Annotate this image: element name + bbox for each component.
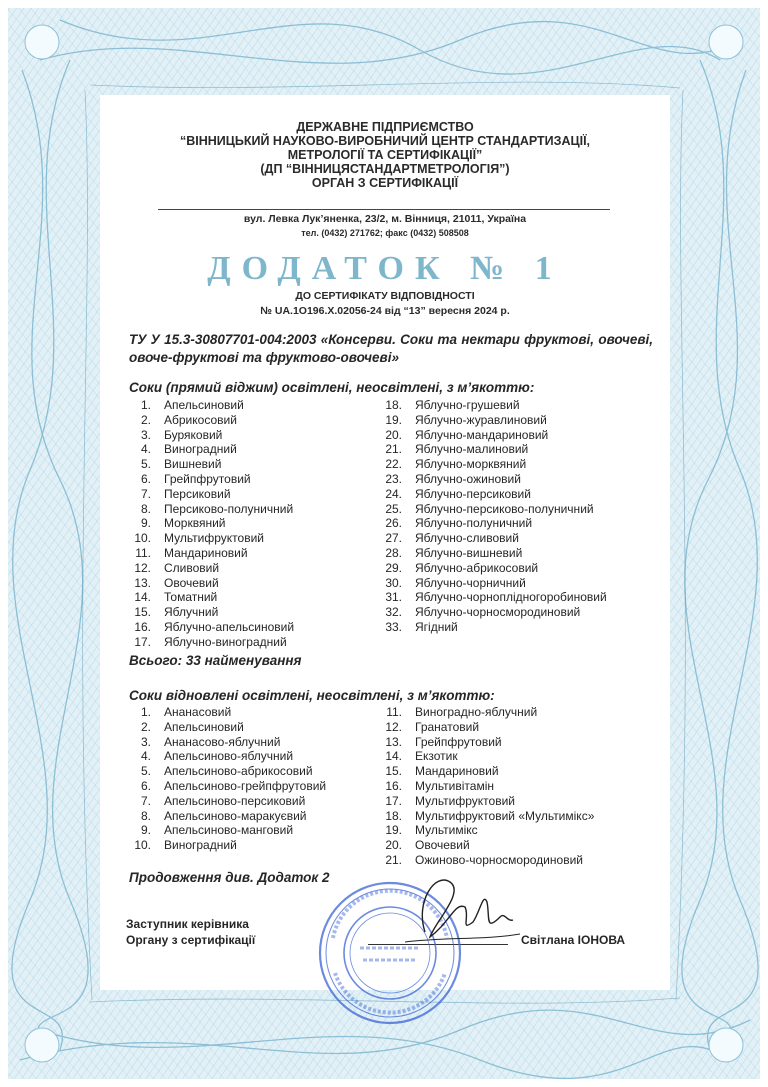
item-name: Яблучно-вишневий (415, 545, 523, 560)
position-line: Органу з сертифікації (126, 932, 256, 947)
item-number: 32. (385, 605, 402, 620)
list-item (380, 413, 607, 428)
handwritten-signature (395, 862, 525, 952)
item-number: 18. (385, 398, 402, 412)
header-divider (158, 209, 610, 210)
item-number: 25. (385, 501, 402, 516)
item-number: 13. (134, 575, 151, 590)
item-number: 15. (385, 764, 402, 779)
item-number: 20. (385, 427, 402, 442)
list-item (129, 546, 294, 561)
item-number: 14. (385, 749, 402, 764)
list-item (380, 838, 594, 853)
item-number: 28. (385, 545, 402, 560)
item-number: 11. (135, 545, 151, 560)
item-number: 4. (140, 442, 151, 457)
item-number: 3. (140, 427, 151, 442)
item-number: 29. (385, 560, 402, 575)
item-name: Екзотик (415, 749, 458, 764)
item-name: Вишневий (164, 457, 222, 472)
list-item (380, 794, 594, 809)
item-name: Виноградно-яблучний (415, 705, 538, 719)
item-number: 30. (385, 575, 402, 590)
signatory-position (126, 917, 255, 948)
list-item (129, 413, 294, 428)
item-number: 6. (140, 471, 151, 486)
list-item (380, 428, 607, 443)
item-number: 23. (385, 471, 402, 486)
list-item (129, 635, 294, 650)
item-number: 31. (385, 590, 402, 605)
item-number: 26. (385, 516, 402, 531)
item-name: Яблучно-чорноплідногоробиновий (415, 590, 607, 605)
item-number: 13. (385, 734, 402, 749)
continuation-note: Продовження див. Додаток 2 (129, 870, 330, 885)
item-number: 6. (140, 778, 151, 793)
item-number: 11. (386, 705, 402, 719)
item-name: Апельсиново-маракуєвий (164, 808, 307, 823)
list-item (380, 472, 607, 487)
list-item (129, 605, 294, 620)
section2-heading: Соки відновлені освітлені, неосвітлені, з м’якоттю: (129, 688, 495, 703)
list-item (129, 779, 326, 794)
item-name: Яблучно-грушевий (415, 398, 520, 412)
item-number: 2. (140, 719, 151, 734)
list-item (380, 442, 607, 457)
item-name: Ожиново-чорносмородиновий (415, 852, 583, 867)
item-number: 12. (134, 560, 151, 575)
list-item (380, 823, 594, 838)
item-name: Яблучно-мандариновий (415, 427, 549, 442)
list-item (380, 809, 594, 824)
item-number: 19. (385, 412, 402, 427)
section2-list-left (129, 705, 326, 853)
item-number: 16. (134, 619, 151, 634)
list-item (129, 809, 326, 824)
item-number: 14. (134, 590, 151, 605)
item-number: 10. (134, 531, 151, 546)
item-number: 33. (385, 619, 402, 634)
item-name: Сливовий (164, 560, 220, 575)
item-name: Яблучно-полуничний (415, 516, 533, 531)
standard-reference: ТУ У 15.3-30807701-004:2003 «Консерви. Соки та нектари фруктові, овочеві, овоче-фруктові та фруктово-овочеві» (129, 332, 653, 365)
list-item (129, 576, 294, 591)
item-number: 9. (140, 823, 151, 838)
item-name: Яблучно-чорносмородиновий (415, 605, 581, 620)
item-name: Мультифруктовий «Мультимікс» (415, 808, 595, 823)
list-item (129, 749, 326, 764)
item-name: Яблучно-персиково-полуничний (415, 501, 594, 516)
certificate-subtitle: ДО СЕРТИФІКАТУ ВІДПОВІДНОСТІ (295, 290, 475, 302)
list-item (380, 576, 607, 591)
item-name: Виноградний (164, 442, 237, 457)
list-item (380, 502, 607, 517)
item-name: Морквяний (164, 516, 226, 531)
list-item (129, 794, 326, 809)
list-item (129, 823, 326, 838)
item-number: 5. (140, 457, 151, 472)
item-name: Апельсиново-абрикосовий (164, 764, 313, 779)
list-item (129, 590, 294, 605)
list-item (380, 561, 607, 576)
item-name: Яблучно-апельсиновий (164, 619, 295, 634)
item-number: 10. (134, 838, 151, 853)
item-name: Апельсиновий (164, 398, 244, 412)
item-name: Яблучно-журавлиновий (415, 412, 547, 427)
item-number: 7. (140, 793, 151, 808)
list-item (380, 531, 607, 546)
item-number: 4. (140, 749, 151, 764)
item-name: Яблучно-персиковий (415, 486, 531, 501)
org-line: (ДП “ВІННИЦЯСТАНДАРТМЕТРОЛОГІЯ”) (260, 162, 510, 176)
list-item (380, 457, 607, 472)
item-name: Овочевий (415, 838, 470, 853)
item-name: Грейпфрутовий (415, 734, 502, 749)
item-number: 15. (134, 605, 151, 620)
item-name: Мандариновий (415, 764, 499, 779)
item-number: 12. (385, 719, 402, 734)
item-name: Абрикосовий (164, 412, 237, 427)
item-number: 21. (385, 852, 402, 867)
item-name: Мультифруктовий (164, 531, 264, 546)
list-item (129, 620, 294, 635)
item-number: 16. (385, 778, 402, 793)
list-item (380, 590, 607, 605)
item-name: Яблучний (164, 605, 219, 620)
item-number: 3. (140, 734, 151, 749)
list-item (129, 398, 294, 413)
item-name: Яблучно-ожиновий (415, 471, 521, 486)
list-item (129, 561, 294, 576)
org-line: ДЕРЖАВНЕ ПІДПРИЄМСТВО (296, 120, 474, 134)
list-item (129, 457, 294, 472)
item-name: Апельсиново-манговий (164, 823, 294, 838)
item-name: Мандариновий (164, 545, 248, 560)
list-item (129, 735, 326, 750)
certificate-number: № UA.1O196.X.02056-24 від “13” вересня 2024 р. (260, 305, 510, 317)
item-number: 1. (140, 398, 151, 412)
item-number: 17. (134, 634, 151, 649)
list-item (380, 398, 607, 413)
section1-list-right (380, 398, 607, 635)
item-name: Апельсиновий (164, 719, 244, 734)
list-item (129, 442, 294, 457)
item-name: Яблучно-морквяний (415, 457, 527, 472)
item-number: 20. (385, 838, 402, 853)
item-name: Персиково-полуничний (164, 501, 294, 516)
item-name: Виноградний (164, 838, 237, 853)
item-name: Яблучно-абрикосовий (415, 560, 539, 575)
item-name: Мультифруктовий (415, 793, 515, 808)
item-name: Яблучно-сливовий (415, 531, 519, 546)
item-name: Яблучно-чорничний (415, 575, 526, 590)
section2-list-right (380, 705, 594, 868)
item-number: 9. (140, 516, 151, 531)
org-line: ОРГАН З СЕРТИФІКАЦІЇ (311, 176, 459, 190)
list-item (129, 502, 294, 517)
item-name: Яблучно-виноградний (164, 634, 287, 649)
item-name: Апельсиново-яблучний (164, 749, 294, 764)
item-number: 8. (140, 501, 151, 516)
item-name: Грейпфрутовий (164, 471, 251, 486)
org-line: МЕТРОЛОГІЇ ТА СЕРТИФІКАЦІЇ” (287, 148, 483, 162)
item-number: 5. (140, 764, 151, 779)
item-name: Ананасовий (164, 705, 232, 719)
list-item (380, 779, 594, 794)
list-item (380, 516, 607, 531)
item-name: Апельсиново-персиковий (164, 793, 306, 808)
list-item (380, 546, 607, 561)
item-name: Персиковий (164, 486, 231, 501)
section1-heading: Соки (прямий віджим) освітлені, неосвітлені, з м’якоттю: (129, 380, 535, 395)
item-number: 7. (140, 486, 151, 501)
item-name: Мультимікс (415, 823, 478, 838)
item-number: 8. (140, 808, 151, 823)
list-item (380, 720, 594, 735)
list-item (380, 764, 594, 779)
phone-fax: тел. (0432) 271762; факс (0432) 508508 (301, 228, 469, 238)
item-number: 2. (140, 412, 151, 427)
list-item (129, 838, 326, 853)
list-item (129, 428, 294, 443)
position-line: Заступник керівника (126, 917, 249, 931)
item-number: 22. (385, 457, 402, 472)
list-item (129, 516, 294, 531)
list-item (380, 620, 607, 635)
item-number: 1. (140, 705, 151, 719)
list-item (380, 605, 607, 620)
list-item (129, 487, 294, 502)
item-number: 18. (385, 808, 402, 823)
list-item (129, 705, 326, 720)
list-item (129, 764, 326, 779)
section1-total: Всього: 33 найменування (129, 653, 302, 668)
item-name: Яблучно-малиновий (415, 442, 529, 457)
address: вул. Левка Лук’яненка, 23/2, м. Вінниця, 21011, Україна (243, 213, 527, 225)
item-name: Томатний (164, 590, 218, 605)
item-number: 19. (385, 823, 402, 838)
document-title: ДОДАТОК № 1 (207, 250, 563, 287)
section1-list-left (129, 398, 294, 650)
list-item (129, 531, 294, 546)
item-name: Ягідний (415, 619, 458, 634)
item-name: Мультивітамін (415, 778, 495, 793)
signatory-name: Світлана ІОНОВА (521, 933, 626, 947)
organization-header (130, 120, 640, 190)
list-item (380, 487, 607, 502)
item-name: Ананасово-яблучний (164, 734, 281, 749)
item-name: Апельсиново-грейпфрутовий (164, 778, 327, 793)
list-item (129, 720, 326, 735)
item-name: Овочевий (164, 575, 219, 590)
list-item (380, 735, 594, 750)
item-number: 27. (385, 531, 402, 546)
item-number: 17. (385, 793, 402, 808)
item-number: 24. (385, 486, 402, 501)
item-name: Гранатовий (415, 719, 480, 734)
list-item (380, 749, 594, 764)
item-name: Буряковий (164, 427, 223, 442)
list-item (380, 705, 594, 720)
org-line: “ВІННИЦЬКИЙ НАУКОВО-ВИРОБНИЧИЙ ЦЕНТР СТАНДАРТИЗАЦІЇ, (179, 134, 591, 148)
list-item (129, 472, 294, 487)
item-number: 21. (385, 442, 402, 457)
